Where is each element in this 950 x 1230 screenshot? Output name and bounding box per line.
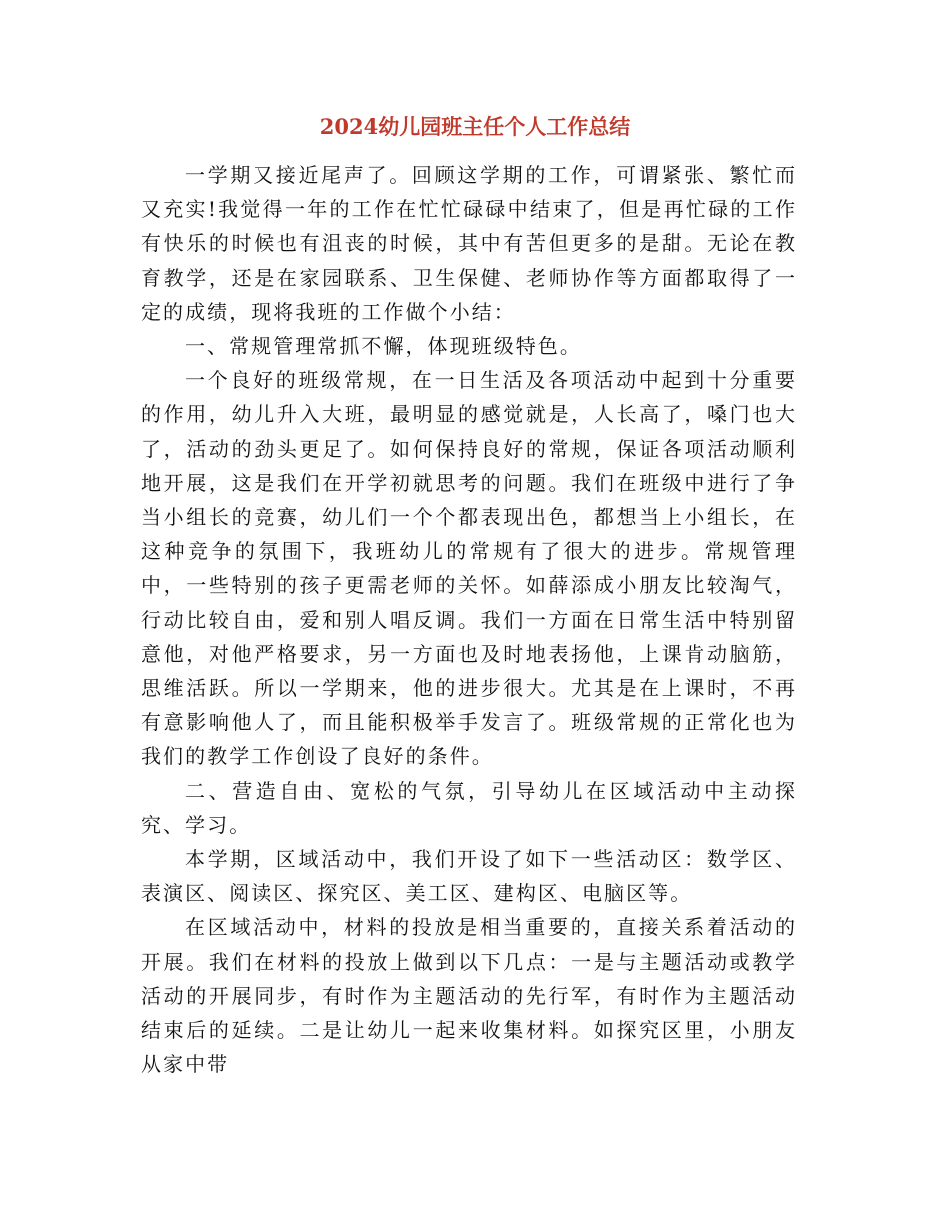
paragraph-activity-areas: 本学期，区域活动中，我们开设了如下一些活动区：数学区、表演区、阅读区、探究区、美工区、建构区、电脑区等。 — [141, 847, 797, 906]
paragraph-routine: 一个良好的班级常规，在一日生活及各项活动中起到十分重要的作用，幼儿升入大班，最明显的感觉就是，人长高了，嗓门也大了，活动的劲头更足了。如何保持良好的常规，保证各项活动顺利地开展，这是我们在开学初就思考的问题。我们在班级中进行了争当小组长的竞赛，幼儿们一个个都表现出色，都想当上小组长，在这种竞争的氛围下，我班幼儿的常规有了很大的进步。常规管理中，一些特别的孩子更需老师的关怀。如薛添成小朋友比较淘气，行动比较自由，爱和别人唱反调。我们一方面在日常生活中特别留意他，对他严格要求，另一方面也及时地表扬他，上课肯动脑筋，思维活跃。所以一学期来，他的进步很大。尤其是在上课时，不再有意影响他人了，而且能积极举手发言了。班级常规的正常化也为我们的教学工作创设了良好的条件。 — [141, 368, 797, 769]
section-heading-area-activities: 二、营造自由、宽松的气氛，引导幼儿在区域活动中主动探究、学习。 — [141, 778, 797, 837]
document-title: 2024幼儿园班主任个人工作总结 — [319, 114, 631, 139]
paragraph-materials: 在区域活动中，材料的投放是相当重要的，直接关系着活动的开展。我们在材料的投放上做到以下几点：一是与主题活动或教学活动的开展同步，有时作为主题活动的先行军，有时作为主题活动结束后的延续。二是让幼儿一起来收集材料。如探究区里，小朋友从家中带 — [141, 915, 797, 1077]
paragraph-intro: 一学期又接近尾声了。回顾这学期的工作，可谓紧张、繁忙而又充实!我觉得一年的工作在忙忙碌碌中结束了，但是再忙碌的工作有快乐的时候也有沮丧的时候，其中有苦但更多的是甜。无论在教育教学，还是在家园联系、卫生保健、老师协作等方面都取得了一定的成绩，现将我班的工作做个小结： — [141, 163, 797, 324]
document-body — [141, 158, 797, 1081]
section-heading-routine: 一、常规管理常抓不懈，体现班级特色。 — [185, 334, 582, 359]
